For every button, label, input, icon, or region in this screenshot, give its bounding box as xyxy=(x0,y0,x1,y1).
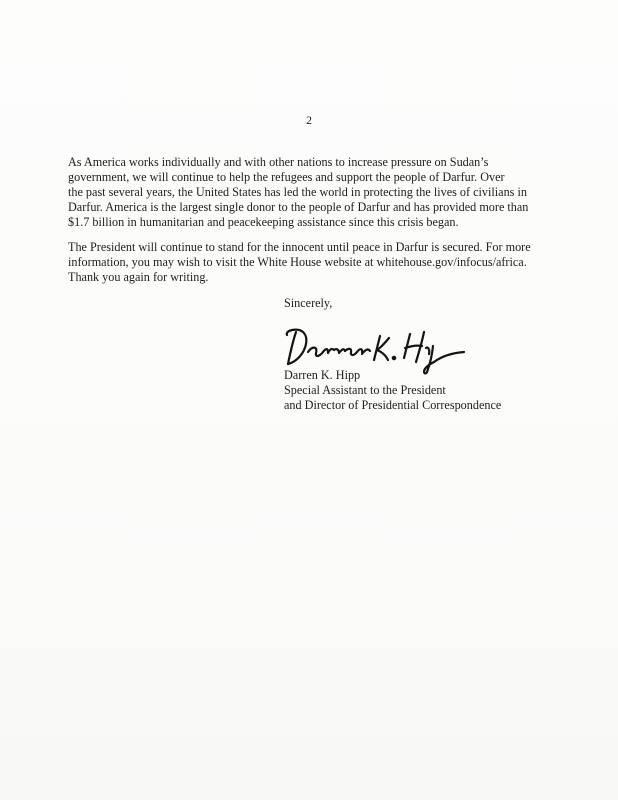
paragraph-line: information, you may wish to visit the White House website at whitehouse.gov/infocus/africa. xyxy=(68,255,527,269)
paragraph-line: the past several years, the United States has led the world in protecting the lives of civilians in xyxy=(68,185,527,199)
signer-name: Darren K. Hipp xyxy=(284,368,361,382)
signer-title: Special Assistant to the President xyxy=(284,383,446,397)
paragraph-line: government, we will continue to help the refugees and support the people of Darfur. Over xyxy=(68,170,505,184)
body-paragraph-2 xyxy=(68,240,531,285)
page-number: 2 xyxy=(306,113,312,127)
paragraph-line: Thank you again for writing. xyxy=(68,270,209,284)
closing: Sincerely, xyxy=(284,296,333,310)
signature-block xyxy=(284,368,501,413)
body-paragraph-1 xyxy=(68,155,528,230)
paragraph-line: As America works individually and with other nations to increase pressure on Sudan’s xyxy=(68,155,489,169)
paragraph-line: The President will continue to stand for the innocent until peace in Darfur is secured. For more xyxy=(68,240,531,254)
paragraph-line: Darfur. America is the largest single donor to the people of Darfur and has provided more than xyxy=(68,200,529,214)
paragraph-line: $1.7 billion in humanitarian and peacekeeping assistance since this crisis began. xyxy=(68,215,459,229)
signer-title: and Director of Presidential Correspondence xyxy=(284,398,502,412)
handwritten-signature xyxy=(282,320,467,375)
